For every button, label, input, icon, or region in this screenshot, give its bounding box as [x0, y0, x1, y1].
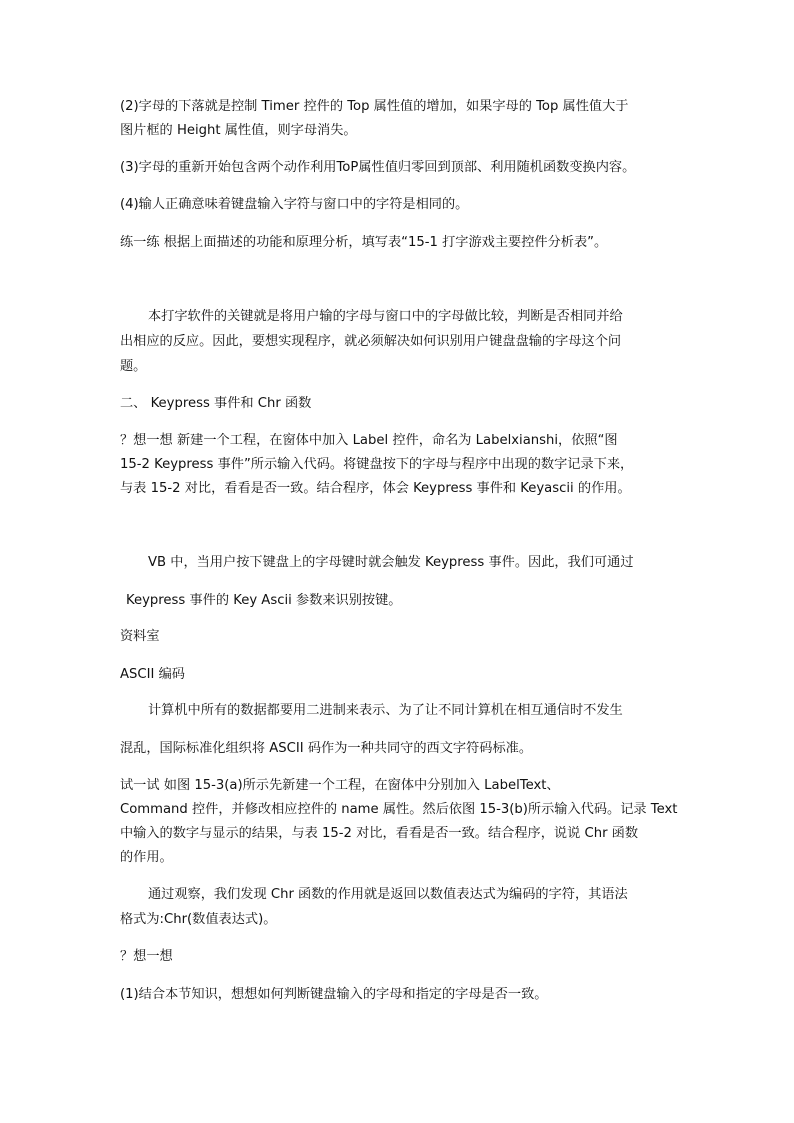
- text-line: 题。: [120, 359, 147, 374]
- text-line: 通过观察，我们发现 Chr 函数的作用就是返回以数值表达式为编码的字符，其语法: [148, 887, 628, 902]
- text-line: 图片框的 Height 属性值，则字母消失。: [120, 123, 357, 138]
- text-line: 混乱，国际标准化组织将 ASCII 码作为一种共同守的西文字符码标准。: [120, 741, 533, 756]
- text-line: 计算机中所有的数据都要用二进制来表示、为了让不同计算机在相互通信时不发生: [148, 703, 623, 718]
- text-line: 15-2 Keypress 事件”所示输入代码。将键盘按下的字母与程序中出现的数字记录下来，: [120, 457, 634, 472]
- text-line: 的作用。: [120, 850, 173, 865]
- section-heading: 二、 Keypress 事件和 Chr 函数: [120, 396, 312, 411]
- text-line: 中输入的数字与显示的结果，与表 15-2 对比，看看是否一致。结合程序，说说 Chr 函数: [120, 826, 639, 841]
- section-heading: ASCII 编码: [120, 667, 185, 682]
- text-line: Keypress 事件的 Key Ascii 参数来识别按键。: [126, 593, 402, 608]
- text-line: 练一练 根据上面描述的功能和原理分析，填写表“15-1 打字游戏主要控件分析表”。: [120, 235, 608, 250]
- text-line: (1)结合本节知识，想想如何判断键盘输入的字母和指定的字母是否一致。: [120, 987, 548, 1002]
- text-line: 出相应的反应。因此，要想实现程序，就必须解决如何识别用户键盘盘输的字母这个问: [120, 334, 622, 349]
- text-line: VB 中，当用户按下键盘上的字母键时就会触发 Keypress 事件。因此，我们可通过: [148, 555, 634, 570]
- text-line: (4)输人正确意味着键盘输入字符与窗口中的字符是相同的。: [120, 197, 469, 212]
- text-line: 与表 15-2 对比，看看是否一致。结合程序，体会 Keypress 事件和 Keyascii 的作用。: [120, 481, 631, 496]
- text-line: (2)字母的下落就是控制 Timer 控件的 Top 属性值的增加，如果字母的 Top 属性值大于: [120, 99, 629, 114]
- text-line: (3)字母的重新开始包含两个动作利用ToP属性值归零回到顶部、利用随机函数变换内容。: [120, 160, 636, 175]
- text-line: 本打字软件的关键就是将用户输的字母与窗口中的字母做比较，判断是否相同并给: [148, 309, 623, 324]
- text-line: ？想一想 新建一个工程，在窗体中加入 Label 控件，命名为 Labelxianshi，依照“图: [120, 433, 618, 448]
- text-line: 试一试 如图 15-3(a)所示先新建一个工程，在窗体中分别加入 LabelText、: [120, 778, 560, 793]
- text-line: Command 控件，并修改相应控件的 name 属性。然后依图 15-3(b)所示输入代码。记录 Text: [120, 802, 678, 817]
- text-line: 格式为:Chr(数值表达式)。: [120, 912, 277, 927]
- section-heading: ？想一想: [120, 949, 173, 964]
- section-heading: 资料室: [120, 629, 160, 644]
